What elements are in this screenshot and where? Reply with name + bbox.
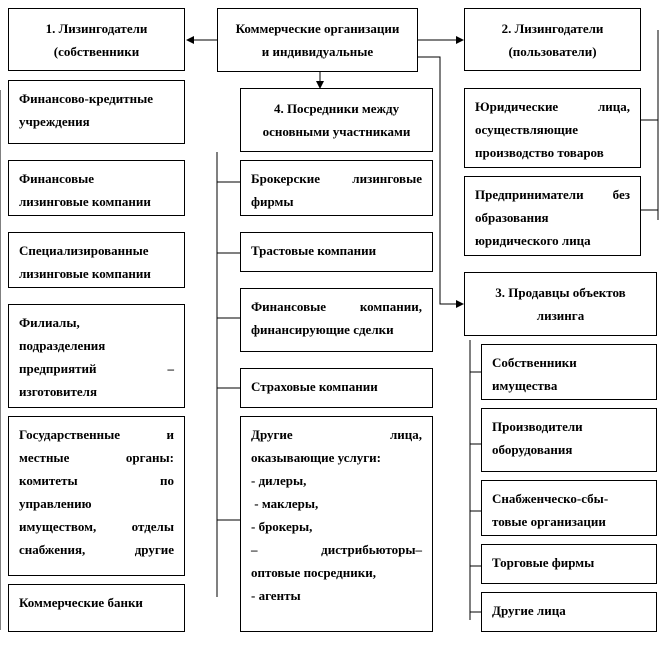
intermediaries-header [240,88,433,152]
item-line: осуществляющие [475,122,579,137]
sellers-item-property-owners [481,344,657,400]
item-line: образования [475,210,549,225]
item-line: Собственники [492,355,577,370]
item-line: предприятий – [19,361,174,376]
left-item-commercial-banks [8,584,185,632]
commercial-header [217,8,418,72]
item-line: Другие лица [492,603,566,618]
item-line: Финансово-кредитные [19,91,154,106]
item-line: - брокеры, [251,519,313,534]
item-line: юридического лица [475,233,591,248]
item-line: Брокерские лизинговые [251,171,422,186]
lessors-header-line: (собственники [53,44,140,59]
sellers-header-line: 3. Продавцы объектов [495,285,626,300]
intermediaries-header-line: 4. Посредники между [273,101,400,116]
middle-item-finance-companies [240,288,433,352]
item-line: Юридические лица, [475,99,630,114]
item-line: снабжения, другие [19,542,174,557]
item-line: Снабженческо-сбы- [492,491,609,506]
left-item-financial-leasing [8,160,185,216]
item-line: производство товаров [475,145,604,160]
item-line: оказывающие услуги: [251,450,381,465]
left-item-financial-institutions [8,80,185,144]
middle-item-trust [240,232,433,272]
item-line: Специализированные [19,243,149,258]
sellers-item-other-persons [481,592,657,632]
item-line: Производители [492,419,583,434]
lessees-item-entrepreneurs [464,176,641,256]
commercial-header-line: и индивидуальные [261,44,374,59]
item-line: – дистрибьюторы– [251,542,422,557]
item-line: товые организации [492,514,606,529]
item-line: Финансовые [19,171,95,186]
item-line: лизинговые компании [19,194,151,209]
item-line: Финансовые компании, [251,299,422,314]
item-line: управлению [19,496,92,511]
item-line: лизинговые компании [19,266,151,281]
lessees-ticks [641,120,658,210]
sellers-ticks [470,372,481,612]
lessors-header-line: 1. Лизингодатели [45,21,148,36]
item-line: Предприниматели без [475,187,630,202]
lessees-header-line: 2. Лизингодатели [501,21,604,36]
item-line: местные органы: [19,450,174,465]
lessors-header [8,8,185,71]
item-line: - агенты [251,588,301,603]
item-line: учреждения [19,114,90,129]
item-line: имуществом, отделы [19,519,174,534]
sellers-item-trading-firms [481,544,657,584]
item-line: Филиалы, [19,315,80,330]
item-line: Государственные и [19,427,174,442]
lessees-header [464,8,641,71]
item-line: Другие лица, [251,427,422,442]
item-line: Страховые компании [251,379,378,394]
middle-ticks [217,182,240,520]
item-line: имущества [492,378,558,393]
item-line: оборудования [492,442,573,457]
middle-item-insurance [240,368,433,408]
left-item-state-bodies [8,416,185,576]
middle-item-brokerage [240,160,433,216]
item-line: - дилеры, [251,473,307,488]
item-line: - маклеры, [251,496,319,511]
item-line: изготовителя [19,384,98,399]
item-line: фирмы [251,194,294,209]
sellers-item-supply-organizations [481,480,657,536]
commercial-header-line: Коммерческие организации [235,21,400,36]
item-line: Торговые фирмы [492,555,595,570]
intermediaries-header-line: основными участниками [262,124,411,139]
lessees-header-line: (пользователи) [508,44,597,59]
item-line: оптовые посредники, [251,565,376,580]
sellers-header [464,272,657,336]
left-item-specialized-leasing [8,232,185,288]
item-line: комитеты по [19,473,174,488]
item-line: подразделения [19,338,106,353]
sellers-item-manufacturers [481,408,657,472]
lessees-item-legal-entities [464,88,641,168]
sellers-header-line: лизинга [536,308,585,323]
item-line: Коммерческие банки [19,595,143,610]
item-line: Трастовые компании [251,243,377,258]
middle-item-other-services [240,416,433,632]
left-item-branches [8,304,185,408]
item-line: финансирующие сделки [251,322,394,337]
